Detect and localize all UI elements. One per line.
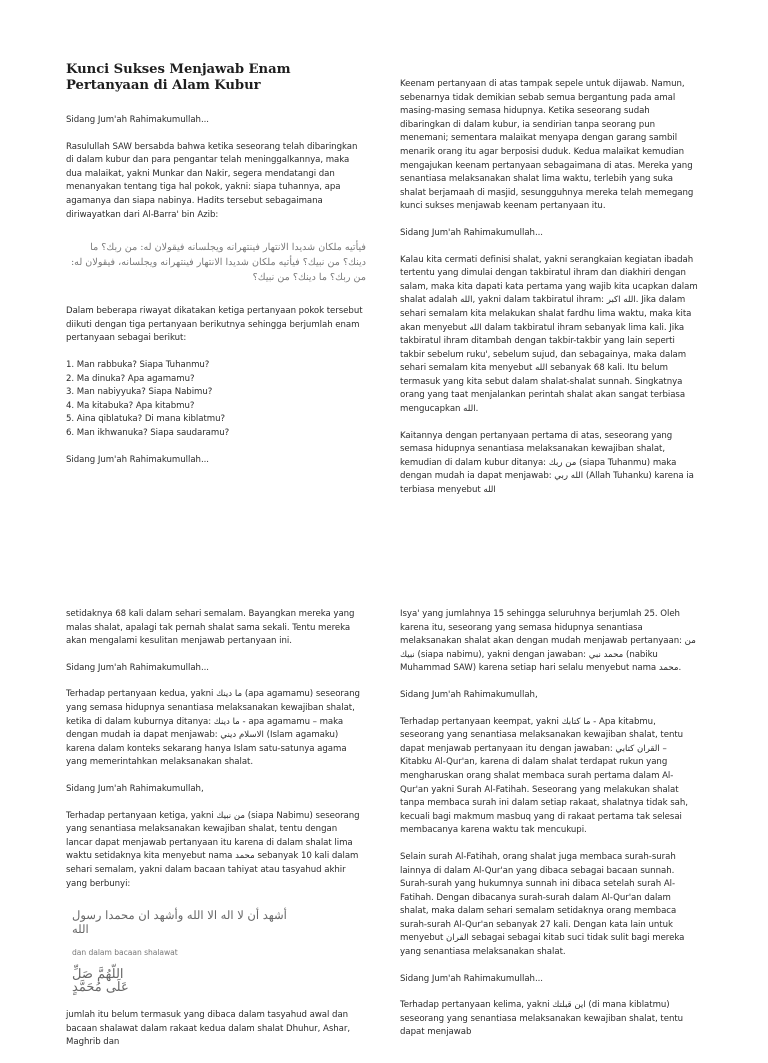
list-item: 3. Man nabiyyuka? Siapa Nabimu? — [66, 387, 213, 398]
page-1-left-column — [66, 62, 366, 480]
greeting: Sidang Jum'ah Rahimakumullah... — [66, 454, 209, 465]
page-2-left-column — [66, 608, 366, 1063]
paragraph: Terhadap pertanyaan kelima, yakni اين قبلتك (di mana kiblatmu) seseorang yang senantiasa melaksanakan kewajiban shalat, tentu dapat menjawab — [400, 1000, 684, 1038]
paragraph: Keenam pertanyaan di atas tampak sepele untuk dijawab. Namun, sebenarnya tidak demikian sebab semua bergantung pada amal masing-masing semasa hidupnya. Ketika seseorang sudah dibaringkan di dalam kubur, ia sendirian tanpa seorang pun menemani; sementara malaikat menyapa dengan garang sambil menarik orang itu agar berposisi duduk. Kedua malaikat kemudian mengajukan keenam pertanyaan sebagaimana di atas. Mereka yang senantiasa melaksanakan shalat lima waktu, terlebih yang suka shalat berjamaah di masjid, sesungguhnya mereka telah memegang kunci sukses menjawab keenam pertanyaan itu. — [400, 79, 694, 212]
greeting: Sidang Jum'ah Rahimakumullah, — [400, 689, 538, 700]
greeting: Sidang Jum'ah Rahimakumullah... — [66, 662, 209, 673]
arabic-hadith-text: فيأتيه ملكان شديدا الانتهار فينتهرانه ويجلسانه فيقولان له: من ربك؟ ما دينك؟ من نبيك؟ فيأتيه ملكان شديدا الانتهار فينتهرانه ويجلسانه، فيقولان له: من ربك؟ ما دينك؟ من نبيك؟ — [70, 242, 366, 284]
greeting: Sidang Jum'ah Rahimakumullah... — [400, 973, 543, 984]
paragraph: Kaitannya dengan pertanyaan pertama di atas, seseorang yang semasa hidupnya senantiasa melaksanakan kewajiban shalat, kemudian di dalam kubur ditanya: من ربك (siapa Tuhanmu) maka dengan mudah ia dapat menjawab: الله ربي (Allah Tuhanku) karena ia terbiasa menyebut الله — [400, 430, 694, 496]
paragraph: Isya' yang jumlahnya 15 sehingga seluruhnya berjumlah 25. Oleh karena itu, seseorang yang semasa hidupnya senantiasa melaksanakan shalat akan dengan mudah menjawab pertanyaan: من نبيك (siapa nabimu), yakni dengan jawaban: محمد نبي (nabiku Muhammad SAW) karena setiap hari selalu menyebut nama محمد. — [400, 609, 696, 674]
paragraph: Rasulullah SAW bersabda bahwa ketika seseorang telah dibaringkan di dalam kubur dan para pengantar telah meninggalkannya, maka dua malaikat, yakni Munkar dan Nakir, segera mendatangi dan menanyakan tentang tiga hal pokok, yakni: siapa tuhannya, apa agamanya dan siapa nabinya. Hadits tersebut sebagaimana diriwayatkan dari Al-Barra' bin Azib: — [66, 141, 358, 220]
article-title: Kunci Sukses Menjawab Enam Pertanyaan di Alam Kubur — [66, 62, 291, 93]
arabic-caption: dan dalam bacaan shalawat — [72, 948, 178, 958]
paragraph: setidaknya 68 kali dalam sehari semalam. Bayangkan mereka yang malas shalat, apalagi tak pernah shalat sama sekali. Tentu mereka akan mengalami kesulitan menjawab pertanyaan ini. — [66, 609, 355, 647]
arabic-recitation-block — [66, 909, 366, 995]
page-2-right-column — [400, 608, 700, 1053]
paragraph: Terhadap pertanyaan keempat, yakni ما كتابك - Apa kitabmu, seseorang yang senantiasa melaksanakan kewajiban shalat, tentu dapat menjawab pertanyaan itu dengan jawaban: القران كتابي – Kitabku Al-Qur'an, karena di dalam shalat terdapat rukun yang mengharuskan orang shalat membaca surah pertama dalam Al-Qur'an yakni Surah Al-Fatihah. Seseorang yang melakukan shalat tanpa membaca surah ini dalam setiap rakaat, shalatnya tidak sah, kecuali bagi makmum masbuq yang di rakaat pertama tak selesai membacanya karena waktu tak mencukupi. — [400, 716, 688, 836]
arabic-shalawat-text: اللّهُمَّ صَلِّ عَلَى مُحَمَّدٍ — [72, 966, 129, 996]
list-item: 4. Ma kitabuka? Apa kitabmu? — [66, 400, 195, 411]
paragraph: Dalam beberapa riwayat dikatakan ketiga pertanyaan pokok tersebut diikuti dengan tiga pertanyaan berikutnya sehingga berjumlah enam pertanyaan sebagai berikut: — [66, 306, 363, 344]
paragraph: jumlah itu belum termasuk yang dibaca dalam tasyahud awal dan bacaan shalawat dalam rakaat kedua dalam shalat Dhuhur, Ashar, Maghrib dan — [66, 1010, 351, 1048]
greeting: Sidang Jum'ah Rahimakumullah, — [66, 783, 204, 794]
list-item: 1. Man rabbuka? Siapa Tuhanmu? — [66, 359, 210, 370]
paragraph: Terhadap pertanyaan ketiga, yakni من نبيك (siapa Nabimu) seseorang yang senantiasa melaksanakan kewajiban shalat, tentu dengan lancar dapat menjawab pertanyaan itu karena di dalam shalat lima waktu setidaknya kita menyebut nama محمد sebanyak 10 kali dalam sehari semalam, yakni dalam bacaan tahiyat atau tasyahud akhir yang berbunyi: — [66, 810, 360, 889]
greeting: Sidang Jum'ah Rahimakumullah... — [66, 115, 209, 125]
greeting: Sidang Jum'ah Rahimakumullah... — [400, 227, 543, 238]
arabic-tasyahud-text: أشهد أن لا اله الا الله وأشهد ان محمدا رسول الله — [72, 908, 287, 936]
question-list — [66, 359, 366, 441]
list-item: 5. Aina qiblatuka? Di mana kiblatmu? — [66, 414, 226, 425]
page-1-right-column — [400, 78, 700, 511]
paragraph: Kalau kita cermati definisi shalat, yakni serangkaian kegiatan ibadah tertentu yang dimulai dengan takbiratul ihram dan diakhiri dengan salam, maka kita dapati kata pertama yang wajib kita ucapkan dalam shalat adalah الله, yakni dalam takbiratul ihram: الله اكبر. Jika dalam sehari semalam kita melakukan shalat fardhu lima waktu, maka kita akan menyebut الله dalam takbiratul ihram sebanyak lima kali. Jika takbiratul ihram ditambah dengan takbir-takbir yang lain seperti takbir sebelum ruku', sebelum sujud, dan sebagainya, maka dalam sehari semalam kita menyebut الله sebanyak 68 kali. Itu belum termasuk yang kita sebut dalam shalat-shalat sunnah. Singkatnya orang yang taat menjalankan perintah shalat akan sangat terbiasa mengucapkan الله. — [400, 254, 698, 415]
document-page-1 — [0, 0, 768, 520]
list-item: 2. Ma dinuka? Apa agamamu? — [66, 373, 195, 384]
paragraph: Selain surah Al-Fatihah, orang shalat juga membaca surah-surah lainnya di dalam Al-Qur'an yang dibaca sebagai bacaan sunnah. Surah-surah yang hukumnya sunnah ini dibaca setelah surah Al-Fatihah. Dengan dibacanya surah-surah dalam Al-Qur'an dalam shalat, maka dalam sehari semalam setidaknya orang membaca surah-surah Al-Qur'an sebanyak 27 kali. Dengan kata lain untuk menyebut القران sebagai sebagai kitab suci tidak sulit bagi mereka yang senantiasa melaksanakan shalat. — [400, 851, 685, 958]
list-item: 6. Man ikhwanuka? Siapa saudaramu? — [66, 427, 230, 438]
paragraph: Terhadap pertanyaan kedua, yakni ما دينك (apa agamamu) seseorang yang semasa hidupnya senantiasa melaksanakan kewajiban shalat, ketika di dalam kuburnya ditanya: ما دينك - apa agamamu – maka dengan mudah ia dapat menjawab: الاسلام ديني (Islam agamaku) karena dalam konteks sekarang hanya Islam satu-satunya agama yang memerintahkan melaksanakan shalat. — [66, 689, 360, 768]
document-page-2 — [0, 530, 768, 1048]
